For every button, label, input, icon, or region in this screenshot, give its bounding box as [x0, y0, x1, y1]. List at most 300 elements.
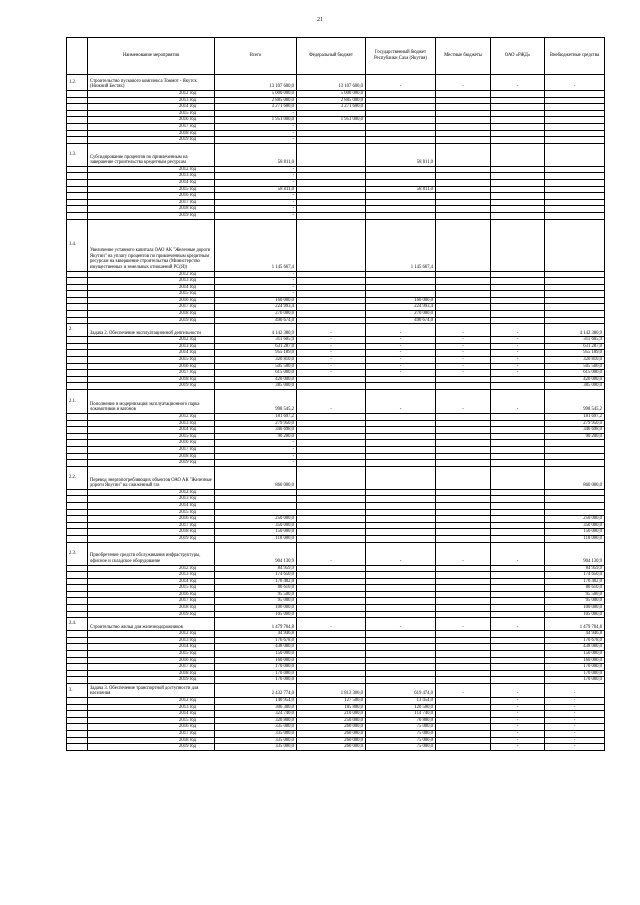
cell-number — [67, 91, 88, 98]
cell-local — [436, 311, 491, 318]
cell-federal — [297, 502, 366, 509]
cell-total: - — [215, 453, 297, 460]
cell-number — [67, 199, 88, 206]
cell-number: 3. — [67, 684, 88, 698]
cell-number: 1.2. — [67, 75, 88, 91]
cell-rzd — [491, 104, 545, 111]
cell-state — [366, 496, 436, 503]
cell-state: 619 474,0 — [366, 684, 436, 698]
cell-local — [436, 179, 491, 186]
cell-extrabudgetary: 385 000,0 — [545, 383, 605, 390]
cell-state — [366, 565, 436, 572]
cell-activity-name: 2017 год — [88, 199, 215, 206]
cell-total: 44 946,8 — [215, 631, 297, 638]
cell-number — [67, 383, 88, 390]
cell-rzd — [491, 173, 545, 180]
cell-total: 174 650,0 — [215, 572, 297, 579]
cell-number — [67, 376, 88, 383]
cell-local — [436, 670, 491, 677]
cell-rzd: - — [491, 730, 545, 737]
cell-total: 170 000,0 — [215, 664, 297, 671]
table-row — [67, 446, 605, 453]
cell-number — [67, 179, 88, 186]
cell-state: - — [366, 370, 436, 377]
cell-rzd — [491, 496, 545, 503]
cell-total: 150 000,0 — [215, 529, 297, 536]
cell-activity-name: 2016 год — [88, 657, 215, 664]
cell-extrabudgetary: 438 080,0 — [545, 644, 605, 651]
cell-total: 224 993,4 — [215, 304, 297, 311]
cell-activity-name: 2013 год — [88, 343, 215, 350]
cell-number — [67, 284, 88, 291]
table-row — [67, 565, 605, 572]
table-row — [67, 489, 605, 496]
cell-local — [436, 97, 491, 104]
cell-rzd — [491, 677, 545, 684]
cell-rzd — [491, 670, 545, 677]
cell-state — [366, 433, 436, 440]
cell-rzd: - — [491, 744, 545, 751]
cell-local — [436, 123, 491, 130]
cell-state — [366, 535, 436, 542]
table-row — [67, 278, 605, 285]
cell-extrabudgetary: 1 479 704,8 — [545, 618, 605, 631]
cell-extrabudgetary — [545, 123, 605, 130]
cell-number: 1.3. — [67, 143, 88, 166]
cell-activity-name: Пополнение и модернизация эксплуатационного парка локомотивов и вагонов — [88, 390, 215, 414]
cell-rzd — [491, 657, 545, 664]
cell-state — [366, 117, 436, 124]
cell-state: 160 000,0 — [366, 297, 436, 304]
cell-local — [436, 585, 491, 592]
cell-federal: 210 000,0 — [297, 711, 366, 718]
cell-activity-name: 2017 год — [88, 730, 215, 737]
cell-local — [436, 704, 491, 711]
cell-total: - — [215, 110, 297, 117]
cell-local — [436, 657, 491, 664]
cell-state: 13 454,0 — [366, 698, 436, 705]
cell-activity-name: 2013 год — [88, 637, 215, 644]
cell-local: - — [436, 370, 491, 377]
cell-rzd — [491, 212, 545, 219]
cell-rzd: - — [491, 370, 545, 377]
table-row — [67, 110, 605, 117]
cell-number: 2.1. — [67, 390, 88, 414]
cell-number — [67, 317, 88, 324]
cell-total: - — [215, 278, 297, 285]
table-row — [67, 591, 605, 598]
cell-state — [366, 598, 436, 605]
cell-rzd — [491, 460, 545, 467]
cell-state — [366, 664, 436, 671]
cell-activity-name: 2014 год — [88, 711, 215, 718]
cell-local — [436, 631, 491, 638]
table-row — [67, 284, 605, 291]
cell-number — [67, 271, 88, 278]
cell-number — [67, 631, 88, 638]
cell-rzd — [491, 143, 545, 166]
table-row — [67, 529, 605, 536]
table-section-row — [67, 618, 605, 631]
cell-total: - — [215, 173, 297, 180]
cell-total: 84 959,9 — [215, 565, 297, 572]
cell-total: 335 000,0 — [215, 730, 297, 737]
cell-activity-name: 2019 год — [88, 611, 215, 618]
cell-total: 505 500,0 — [215, 363, 297, 370]
cell-local — [436, 605, 491, 612]
cell-federal — [297, 123, 366, 130]
cell-number — [67, 717, 88, 724]
table-row — [67, 744, 605, 751]
cell-total: 100 000,0 — [215, 605, 297, 612]
cell-total: 80 610,0 — [215, 585, 297, 592]
cell-extrabudgetary — [545, 212, 605, 219]
cell-extrabudgetary — [545, 489, 605, 496]
cell-federal — [297, 212, 366, 219]
header-federal-budget: Федеральный бюджет — [297, 38, 366, 75]
cell-federal — [297, 143, 366, 166]
cell-activity-name: 2014 год — [88, 644, 215, 651]
cell-number — [67, 337, 88, 344]
cell-activity-name: 2018 год — [88, 130, 215, 137]
cell-number — [67, 350, 88, 357]
cell-federal: - — [297, 350, 366, 357]
cell-local — [436, 297, 491, 304]
cell-federal — [297, 535, 366, 542]
cell-total: 311 605,9 — [215, 337, 297, 344]
cell-state: - — [366, 75, 436, 91]
cell-rzd — [491, 611, 545, 618]
cell-total: - — [215, 199, 297, 206]
cell-extrabudgetary — [545, 179, 605, 186]
table-row — [67, 677, 605, 684]
cell-rzd — [491, 383, 545, 390]
cell-number — [67, 704, 88, 711]
cell-federal — [297, 206, 366, 213]
table-row — [67, 502, 605, 509]
cell-rzd: - — [491, 363, 545, 370]
cell-extrabudgetary — [545, 91, 605, 98]
cell-number — [67, 97, 88, 104]
cell-activity-name: 2014 год — [88, 578, 215, 585]
cell-extrabudgetary: - — [545, 704, 605, 711]
cell-extrabudgetary — [545, 166, 605, 173]
cell-number — [67, 173, 88, 180]
cell-federal — [297, 291, 366, 298]
cell-rzd — [491, 529, 545, 536]
table-row — [67, 376, 605, 383]
cell-rzd: - — [491, 337, 545, 344]
cell-local — [436, 166, 491, 173]
cell-federal — [297, 433, 366, 440]
cell-local — [436, 711, 491, 718]
cell-state — [366, 611, 436, 618]
cell-state — [366, 637, 436, 644]
cell-state — [366, 291, 436, 298]
cell-total: 860 000,0 — [215, 466, 297, 489]
cell-total: 170 402,0 — [215, 578, 297, 585]
cell-activity-name: 2016 год — [88, 440, 215, 447]
cell-activity-name: 2012 год — [88, 489, 215, 496]
cell-federal: 5 000 000,0 — [297, 91, 366, 98]
cell-local — [436, 591, 491, 598]
table-section-row — [67, 143, 605, 166]
cell-activity-name: 2017 год — [88, 304, 215, 311]
cell-extrabudgetary — [545, 104, 605, 111]
cell-total: 160 000,0 — [215, 297, 297, 304]
cell-local — [436, 446, 491, 453]
header-local-budgets: Местные бюджеты — [436, 38, 491, 75]
cell-extrabudgetary — [545, 502, 605, 509]
cell-rzd: - — [491, 698, 545, 705]
table-row — [67, 350, 605, 357]
cell-number — [67, 206, 88, 213]
cell-total: - — [215, 271, 297, 278]
cell-total: 90 200,0 — [215, 433, 297, 440]
cell-total: 998 545,2 — [215, 390, 297, 414]
cell-activity-name: 2015 год — [88, 357, 215, 364]
cell-federal — [297, 186, 366, 193]
cell-local — [436, 717, 491, 724]
cell-federal: - — [297, 357, 366, 364]
cell-state: 224 993,4 — [366, 304, 436, 311]
cell-rzd: - — [491, 704, 545, 711]
cell-local — [436, 173, 491, 180]
table-row — [67, 717, 605, 724]
cell-total: 346 698,0 — [215, 427, 297, 434]
cell-federal — [297, 466, 366, 489]
header-number — [67, 38, 88, 75]
cell-activity-name: 2014 год — [88, 502, 215, 509]
table-section-row — [67, 324, 605, 337]
cell-extrabudgetary: 505 500,0 — [545, 363, 605, 370]
cell-state — [366, 522, 436, 529]
table-row — [67, 357, 605, 364]
table-row — [67, 651, 605, 658]
cell-number — [67, 130, 88, 137]
cell-rzd — [491, 291, 545, 298]
cell-activity-name: 2018 год — [88, 206, 215, 213]
cell-total: - — [215, 440, 297, 447]
cell-total — [215, 509, 297, 516]
cell-state: - — [366, 337, 436, 344]
cell-number — [67, 311, 88, 318]
cell-state — [366, 489, 436, 496]
cell-state: 58 811,0 — [366, 186, 436, 193]
cell-extrabudgetary: 4 142 380,9 — [545, 324, 605, 337]
cell-federal — [297, 110, 366, 117]
table-row — [67, 206, 605, 213]
table-row — [67, 337, 605, 344]
table-row — [67, 311, 605, 318]
cell-activity-name: 2019 год — [88, 677, 215, 684]
cell-state — [366, 585, 436, 592]
cell-rzd: - — [491, 390, 545, 414]
cell-extrabudgetary: 150 000,0 — [545, 529, 605, 536]
cell-state: - — [366, 350, 436, 357]
header-extrabudgetary: Внебюджетные средства — [545, 38, 605, 75]
cell-rzd — [491, 110, 545, 117]
cell-federal: 260 000,0 — [297, 724, 366, 731]
cell-local — [436, 578, 491, 585]
cell-activity-name: 2012 год — [88, 565, 215, 572]
cell-extrabudgetary — [545, 219, 605, 271]
cell-rzd — [491, 664, 545, 671]
table-row — [67, 123, 605, 130]
cell-number — [67, 644, 88, 651]
table-row — [67, 370, 605, 377]
cell-state — [366, 677, 436, 684]
cell-number — [67, 529, 88, 536]
cell-state — [366, 651, 436, 658]
cell-federal — [297, 137, 366, 144]
cell-local — [436, 744, 491, 751]
cell-federal — [297, 529, 366, 536]
cell-total: 335 000,0 — [215, 737, 297, 744]
cell-extrabudgetary — [545, 193, 605, 200]
cell-rzd — [491, 509, 545, 516]
cell-total: - — [215, 166, 297, 173]
cell-state — [366, 466, 436, 489]
cell-number: 2.2. — [67, 466, 88, 489]
cell-total: - — [215, 123, 297, 130]
table-row — [67, 631, 605, 638]
cell-activity-name: 2014 год — [88, 284, 215, 291]
cell-total: 955 189,0 — [215, 350, 297, 357]
cell-number — [67, 670, 88, 677]
cell-activity-name: 2012 год — [88, 271, 215, 278]
cell-federal — [297, 585, 366, 592]
cell-federal: - — [297, 324, 366, 337]
cell-number — [67, 698, 88, 705]
cell-number — [67, 591, 88, 598]
cell-activity-name: 2013 год — [88, 572, 215, 579]
cell-local: - — [436, 542, 491, 565]
header-rzd: ОАО «РЖД» — [491, 38, 545, 75]
cell-local — [436, 376, 491, 383]
cell-activity-name: 2013 год — [88, 97, 215, 104]
cell-rzd — [491, 199, 545, 206]
cell-local: - — [436, 390, 491, 414]
table-row — [67, 664, 605, 671]
cell-extrabudgetary: 631 287,0 — [545, 343, 605, 350]
table-row — [67, 193, 605, 200]
cell-number — [67, 104, 88, 111]
cell-state — [366, 193, 436, 200]
cell-state — [366, 529, 436, 536]
cell-activity-name: 2017 год — [88, 123, 215, 130]
cell-total: 58 811,0 — [215, 186, 297, 193]
cell-number — [67, 363, 88, 370]
cell-total: 1 951 000,0 — [215, 117, 297, 124]
cell-local — [436, 186, 491, 193]
cell-local — [436, 206, 491, 213]
cell-activity-name: 2019 год — [88, 212, 215, 219]
cell-number — [67, 711, 88, 718]
cell-state: 75 000,0 — [366, 744, 436, 751]
cell-local: - — [436, 350, 491, 357]
cell-extrabudgetary: 904 130,9 — [545, 542, 605, 565]
cell-rzd — [491, 446, 545, 453]
cell-federal: 260 000,0 — [297, 737, 366, 744]
cell-local — [436, 516, 491, 523]
table-row — [67, 130, 605, 137]
cell-number — [67, 193, 88, 200]
cell-federal — [297, 598, 366, 605]
cell-local — [436, 730, 491, 737]
cell-extrabudgetary: 181 697,2 — [545, 414, 605, 421]
cell-activity-name: 2017 год — [88, 664, 215, 671]
cell-rzd — [491, 304, 545, 311]
cell-federal — [297, 496, 366, 503]
cell-state — [366, 123, 436, 130]
cell-total: 170 000,0 — [215, 677, 297, 684]
cell-extrabudgetary: - — [545, 737, 605, 744]
cell-activity-name: 2014 год — [88, 350, 215, 357]
cell-federal — [297, 278, 366, 285]
cell-number — [67, 440, 88, 447]
cell-state: 120 500,0 — [366, 704, 436, 711]
table-row — [67, 644, 605, 651]
cell-extrabudgetary: 279 950,0 — [545, 420, 605, 427]
cell-state — [366, 199, 436, 206]
cell-rzd — [491, 502, 545, 509]
cell-activity-name: Строительство пускового комплекса Томмот - Якутск (Нижний Бестях) — [88, 75, 215, 91]
cell-state: - — [366, 363, 436, 370]
table-row — [67, 611, 605, 618]
cell-local — [436, 698, 491, 705]
cell-extrabudgetary — [545, 317, 605, 324]
cell-extrabudgetary: 170 000,0 — [545, 664, 605, 671]
table-row — [67, 657, 605, 664]
cell-extrabudgetary: 174 650,0 — [545, 572, 605, 579]
cell-extrabudgetary: - — [545, 717, 605, 724]
cell-state — [366, 644, 436, 651]
cell-total: 58 811,0 — [215, 143, 297, 166]
cell-activity-name: 2016 год — [88, 117, 215, 124]
cell-local — [436, 137, 491, 144]
cell-rzd — [491, 427, 545, 434]
cell-number — [67, 535, 88, 542]
cell-state: 75 000,0 — [366, 730, 436, 737]
cell-rzd — [491, 605, 545, 612]
cell-state — [366, 278, 436, 285]
table-row — [67, 605, 605, 612]
cell-number — [67, 737, 88, 744]
cell-total: 350 000,0 — [215, 522, 297, 529]
cell-local — [436, 284, 491, 291]
table-row — [67, 199, 605, 206]
cell-number — [67, 664, 88, 671]
cell-number — [67, 516, 88, 523]
cell-activity-name: 2019 год — [88, 137, 215, 144]
cell-number — [67, 357, 88, 364]
table-row — [67, 578, 605, 585]
cell-state: 70 800,0 — [366, 717, 436, 724]
cell-federal — [297, 509, 366, 516]
cell-number: 2.3. — [67, 542, 88, 565]
cell-state — [366, 420, 436, 427]
cell-federal — [297, 453, 366, 460]
cell-activity-name: 2019 год — [88, 460, 215, 467]
cell-federal: - — [297, 390, 366, 414]
cell-state — [366, 502, 436, 509]
cell-federal — [297, 414, 366, 421]
cell-activity-name: 2012 год — [88, 631, 215, 638]
cell-activity-name: 2018 год — [88, 670, 215, 677]
cell-local — [436, 440, 491, 447]
cell-activity-name: 2015 год — [88, 291, 215, 298]
